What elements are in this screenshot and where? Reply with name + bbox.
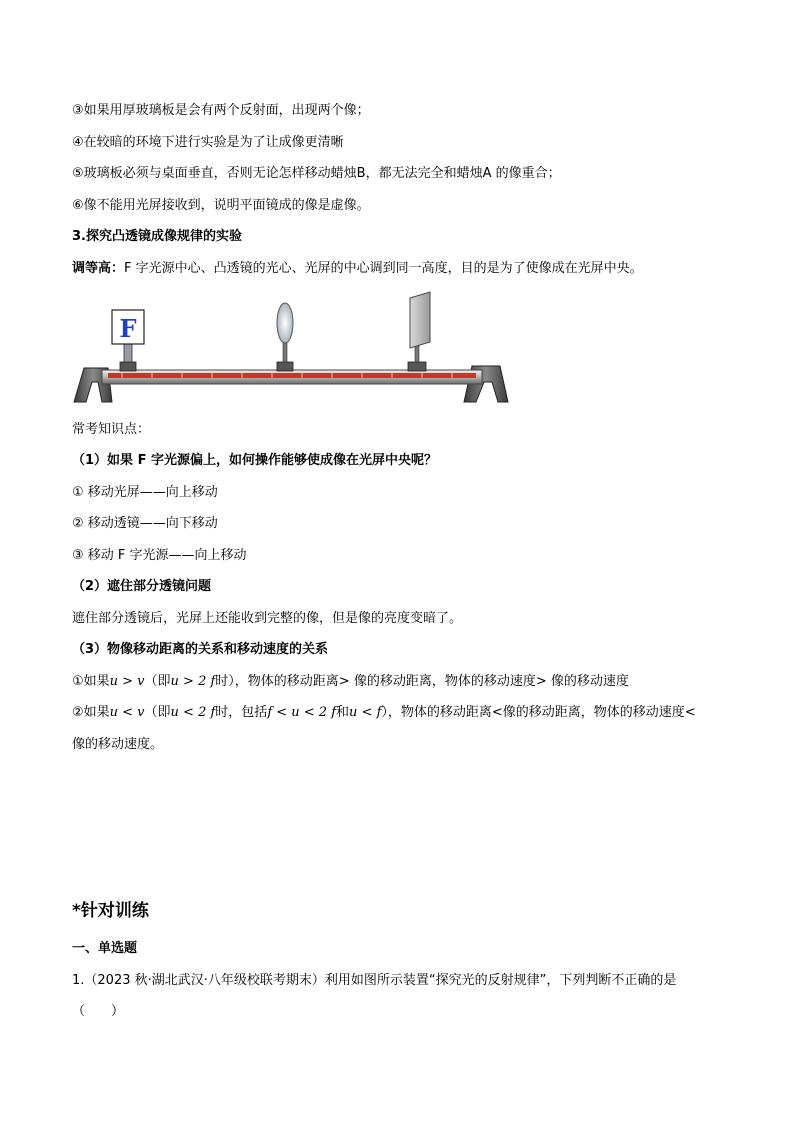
text-line-6: ⑥像不能用光屏接收到，说明平面镜成的像是虚像。 <box>72 198 370 213</box>
section-3-heading: 3.探究凸透镜成像规律的实验 <box>72 229 242 244</box>
convex-lens <box>277 303 293 371</box>
text-line-4: ④在较暗的环境下进行实验是为了让成像更清晰 <box>72 135 344 150</box>
answer-2: 遮住部分透镜后，光屏上还能收到完整的像，但是像的亮度变暗了。 <box>72 611 463 626</box>
relation-line-1: ①如果u > v（即u > 2 f时），物体的移动距离> 像的移动距离，物体的移动速度> 像的移动速度 <box>72 674 629 689</box>
question-3-heading: （3）物像移动距离的关系和移动速度的关系 <box>72 642 329 657</box>
question-2-heading: （2）遮住部分透镜问题 <box>72 579 212 594</box>
relation-line-2-cont: 像的移动速度。 <box>72 737 164 752</box>
exam-question-1-blank: （ ） <box>72 1004 125 1019</box>
math-u-lt-2f: u < 2 f <box>170 705 216 720</box>
optical-bench-figure <box>72 290 512 405</box>
option-2: ② 移动透镜——向下移动 <box>72 516 218 531</box>
adjust-label: 调等高： <box>72 261 125 276</box>
exam-question-1: 1.（2023 秋·湖北武汉·八年级校联考期末）利用如图所示装置“探究光的反射规律”，下列判断不正确的是 <box>72 973 677 988</box>
relation-line-2: ②如果u < v（即u < 2 f时，包括f < u < 2 f和u < f），物体的移动距离<像的移动距离，物体的移动速度< <box>72 705 696 720</box>
math-u-gt-2f: u > 2 f <box>170 674 216 689</box>
text-line-3: ③如果用厚玻璃板是会有两个反射面，出现两个像； <box>72 103 370 118</box>
option-1: ① 移动光屏——向上移动 <box>72 485 218 500</box>
f-letter: F <box>119 314 137 343</box>
math-u-gt-v: u > v <box>109 674 145 689</box>
adjust-text: F 字光源中心、凸透镜的光心、光屏的中心调到同一高度，目的是为了使像成在光屏中央。 <box>124 261 643 276</box>
f-light-source <box>112 310 144 371</box>
training-heading: *针对训练 <box>72 901 149 921</box>
math-f-lt-u-lt-2f: f < u < 2 f <box>267 705 337 720</box>
math-u-lt-v: u < v <box>109 705 145 720</box>
option-3: ③ 移动 F 字光源——向上移动 <box>72 548 247 563</box>
light-screen <box>408 292 430 371</box>
text-line-5: ⑤玻璃板必须与桌面垂直，否则无论怎样移动蜡烛B，都无法完全和蜡烛A 的像重合； <box>72 166 561 181</box>
single-choice-heading: 一、单选题 <box>72 941 138 956</box>
rail-scale <box>108 373 476 378</box>
math-u-lt-f: u < f <box>349 705 382 720</box>
question-1-heading: （1）如果 F 字光源偏上，如何操作能够使成像在光屏中央呢？ <box>72 453 437 468</box>
adjust-paragraph <box>72 260 643 278</box>
key-points-title: 常考知识点： <box>72 422 151 437</box>
